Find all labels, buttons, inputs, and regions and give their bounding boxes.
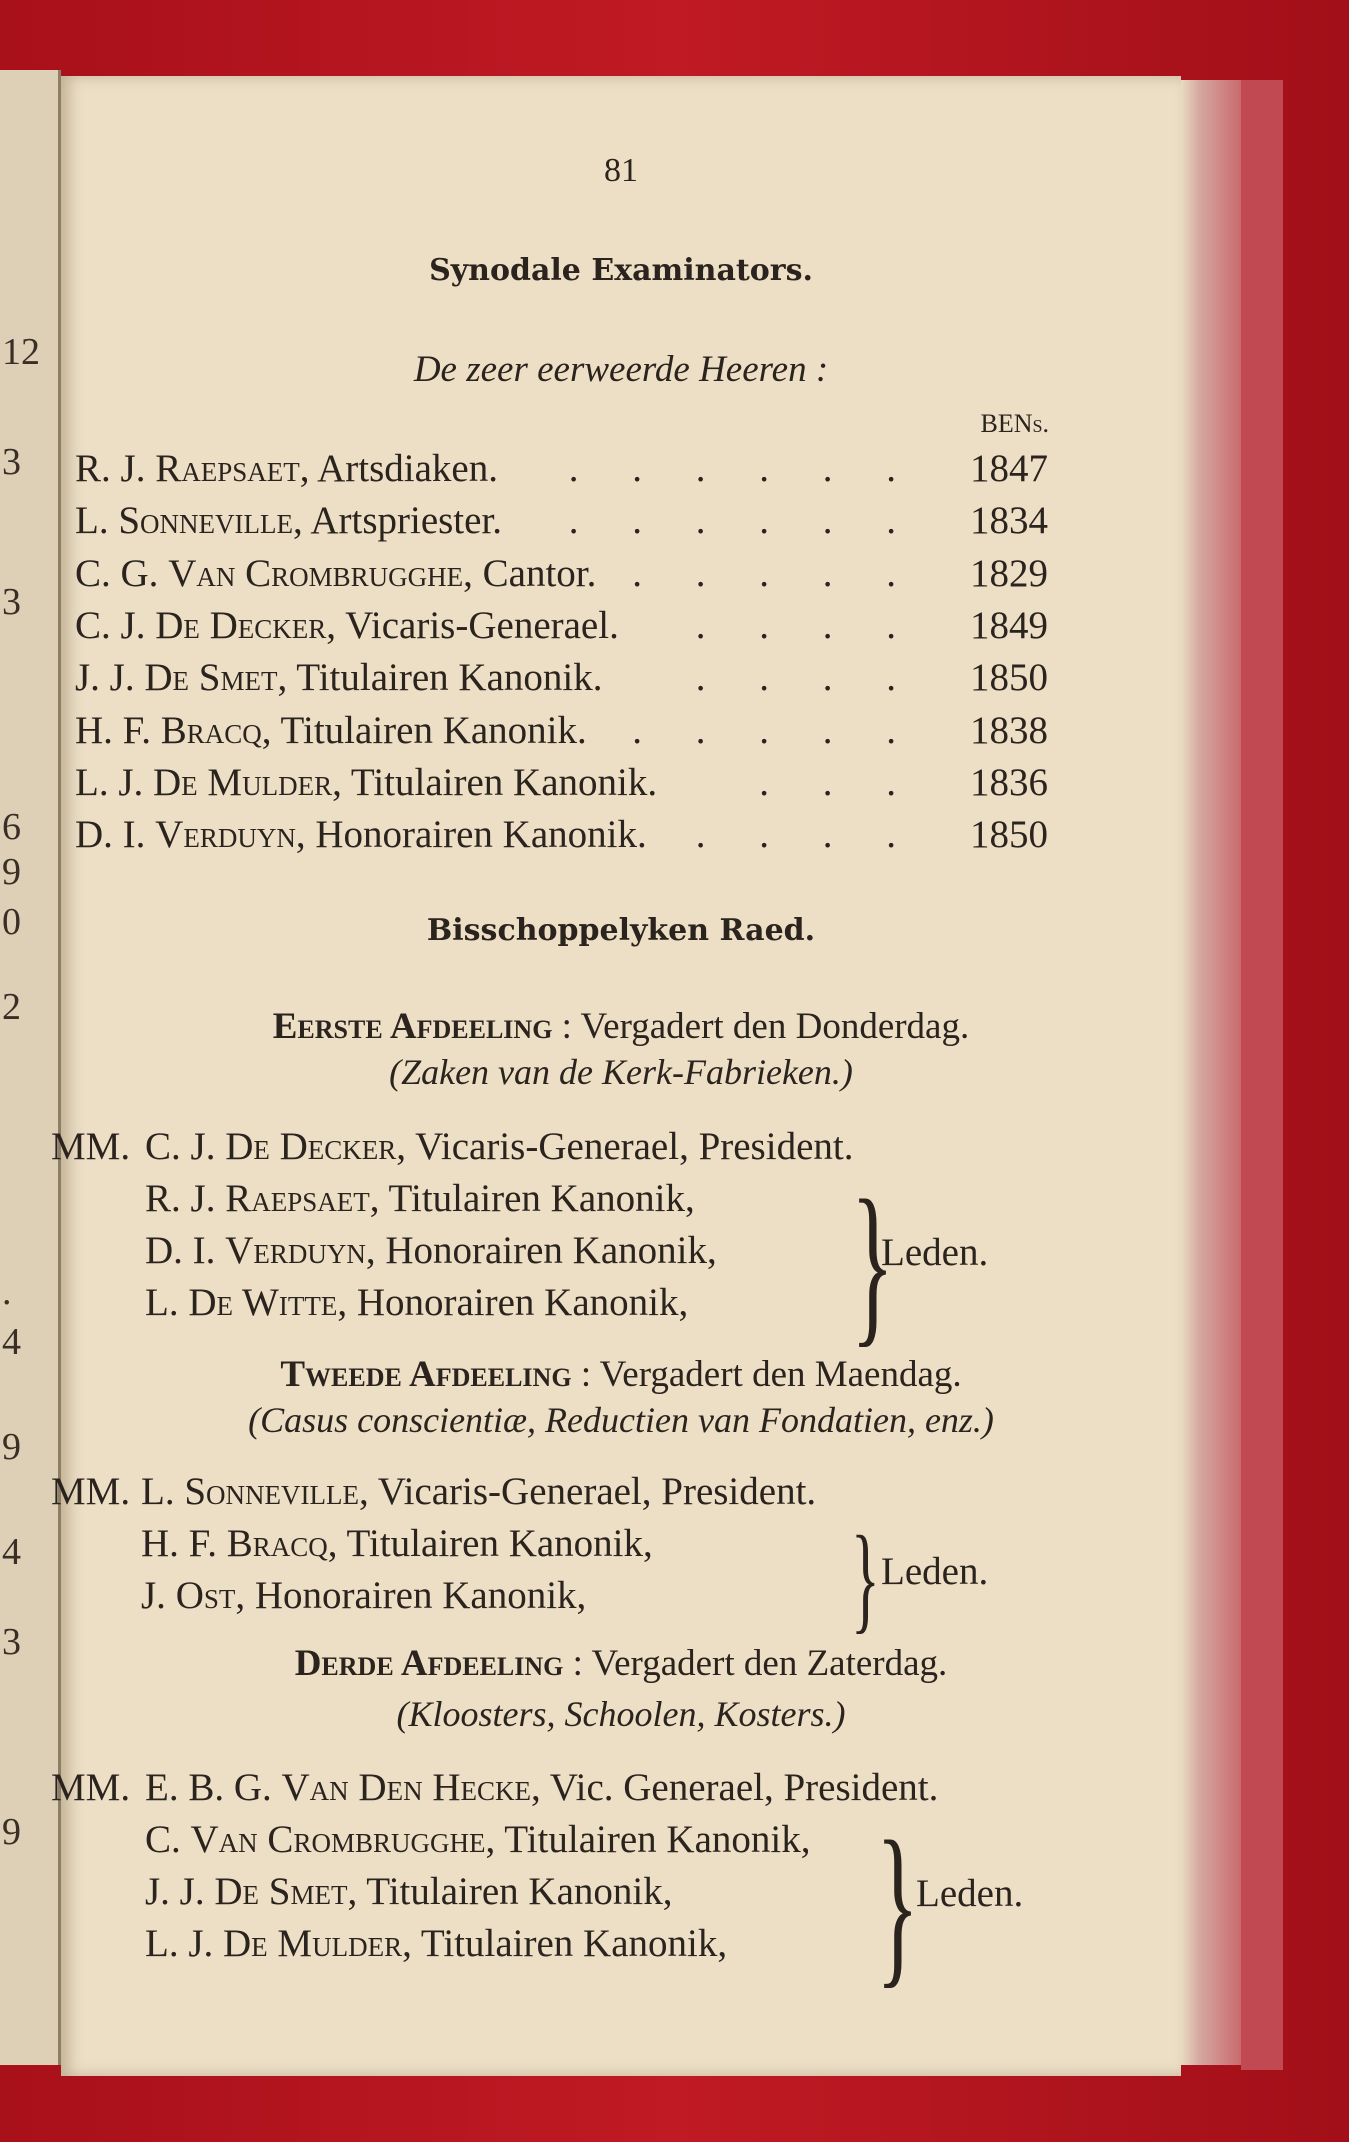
surname: Sonneville [184, 1470, 359, 1513]
examinator-name [75, 760, 657, 805]
member-line [145, 1179, 695, 1218]
mm-prefix: MM. [51, 1766, 131, 1809]
initials: D. I. [75, 813, 146, 857]
initials: L. J. [145, 1922, 214, 1965]
leader-dots: . . . . [695, 603, 918, 647]
initials: L. [145, 1281, 179, 1324]
left-page-fragment: . [2, 1271, 12, 1313]
year: 1834 [970, 499, 1048, 543]
afdeeling-schedule: : Vergadert den Zaterdag. [563, 1643, 948, 1684]
initials: J. [141, 1574, 166, 1617]
examinator-name [75, 498, 502, 543]
member-line [145, 1924, 727, 1963]
title: , Vic. Generael, President. [530, 1766, 939, 1809]
leader-dots: . . . . . . [568, 499, 918, 543]
curly-brace-icon: } [851, 1163, 895, 1362]
initials: C. G. [75, 551, 159, 595]
initials: L. [141, 1470, 175, 1513]
initials: R. J. [145, 1177, 216, 1220]
initials: J. J. [75, 656, 135, 700]
afdeeling-name: Eerste Afdeeling [272, 1006, 553, 1047]
leader-dots: . . . . [695, 656, 918, 700]
examinator-name [75, 655, 602, 700]
member-line [141, 1576, 586, 1615]
afdeeling-schedule: : Vergadert den Maendag. [571, 1354, 962, 1395]
surname: De Smet [214, 1870, 348, 1913]
title: , Titulairen Kanonik. [261, 708, 587, 752]
member-line [145, 1283, 688, 1322]
book-page [51, 76, 1181, 2076]
initials: D. I. [145, 1229, 216, 1272]
members-label: Leden. [881, 1550, 989, 1593]
title: , Vicaris-Generael, President. [358, 1470, 817, 1513]
title: , Artspriester. [292, 499, 503, 543]
title: , Titulairen Kanonik, [327, 1522, 653, 1565]
left-page-fragment: 12 [2, 331, 40, 373]
surname: Verduyn [225, 1229, 366, 1272]
president-line [145, 1768, 938, 1807]
surname: Bracq [226, 1522, 328, 1565]
curly-brace-icon: } [851, 1511, 880, 1644]
title: , Titulairen Kanonik, [347, 1870, 673, 1913]
leader-dots: . . . . . [632, 708, 918, 752]
afdeeling-title [61, 1008, 1181, 1045]
initials: L. J. [75, 760, 144, 804]
member-line [145, 1872, 672, 1911]
title: , Vicaris-Generael, President. [396, 1125, 854, 1168]
surname: De Witte [188, 1281, 338, 1324]
year: 1836 [970, 760, 1048, 804]
page-number: 81 [604, 152, 638, 189]
page-edges [1181, 80, 1241, 2065]
examinator-name [75, 708, 587, 753]
left-page-fragment: 9 [2, 1426, 21, 1468]
year: 1850 [970, 656, 1048, 700]
surname: Raepsaet [155, 447, 300, 490]
member-line [141, 1524, 653, 1563]
initials: L. [75, 499, 109, 543]
leader-dots: . . . . . . [568, 447, 918, 490]
title: , Titulairen Kanonik, [485, 1818, 811, 1861]
surname: Raepsaet [225, 1177, 370, 1220]
title: , Honorairen Kanonik, [235, 1574, 587, 1617]
member-line [145, 1820, 810, 1859]
mm-prefix: MM. [51, 1125, 131, 1168]
left-page-fragment: 4 [2, 1531, 21, 1573]
member-line [145, 1231, 717, 1270]
president-line [145, 1127, 853, 1166]
title: , Honorairen Kanonik, [365, 1229, 717, 1272]
examinator-name [75, 812, 647, 857]
initials: E. B. G. [145, 1766, 272, 1809]
surname: Bracq [160, 708, 262, 752]
afdeeling-schedule: : Vergadert den Donderdag. [552, 1006, 970, 1047]
afdeeling-subtitle: (Casus conscientiæ, Reductien van Fondatien, enz.) [248, 1400, 994, 1440]
surname: Van Crombrugghe [168, 551, 464, 595]
surname: Van Crombrugghe [190, 1818, 486, 1861]
afdeeling-subtitle: (Zaken van de Kerk-Fabrieken.) [389, 1052, 853, 1092]
left-page-fragment: 9 [2, 851, 21, 893]
initials: C. J. [145, 1125, 216, 1168]
title: , Titulairen Kanonik, [369, 1177, 695, 1220]
leader-dots: . . . [759, 760, 918, 804]
left-page-fragment: 3 [2, 581, 21, 623]
title: , Honorairen Kanonik. [295, 813, 647, 857]
afdeeling-title [61, 1645, 1181, 1682]
title: , Titulairen Kanonik. [332, 760, 658, 804]
left-page-fragment: 6 [2, 806, 21, 848]
title: , Artsdiaken. [299, 447, 498, 490]
leader-dots: . . . . . [632, 551, 918, 595]
initials: J. J. [145, 1870, 205, 1913]
surname: Ost [175, 1574, 236, 1617]
year: 1829 [970, 551, 1048, 595]
title: , Honorairen Kanonik, [337, 1281, 689, 1324]
mm-prefix: MM. [51, 1470, 131, 1513]
year: 1838 [970, 708, 1048, 752]
left-page-fragment: 2 [2, 986, 21, 1028]
initials: H. F. [141, 1522, 217, 1565]
initials: C. [145, 1818, 181, 1861]
surname: Verduyn [155, 813, 296, 857]
synodale-subheading: De zeer eerweerde Heeren : [413, 349, 829, 390]
year: 1847 [970, 447, 1048, 490]
examinator-name [75, 551, 596, 596]
initials: H. F. [75, 708, 151, 752]
president-line [141, 1472, 816, 1511]
afdeeling-title [61, 1356, 1181, 1393]
surname: De Smet [144, 656, 278, 700]
left-page-fragment: 3 [2, 1621, 21, 1663]
afdeeling-subtitle: (Kloosters, Schoolen, Kosters.) [396, 1694, 846, 1734]
surname: Van Den Hecke [281, 1766, 531, 1809]
left-page-fragment: 4 [2, 1321, 21, 1363]
surname: De Decker [155, 603, 327, 647]
surname: De Mulder [223, 1922, 403, 1965]
left-page-fragment: 3 [2, 441, 21, 483]
year: 1849 [970, 603, 1048, 647]
column-header: BENs. [980, 409, 1049, 438]
section-heading-raed: Bisschoppelyken Raed. [426, 913, 816, 948]
surname: De Decker [225, 1125, 397, 1168]
title: , Vicaris-Generael. [326, 603, 619, 647]
examinator-name [75, 603, 619, 648]
surname: Sonneville [118, 499, 293, 543]
members-label: Leden. [916, 1872, 1024, 1915]
initials: C. J. [75, 603, 146, 647]
left-page-fragment: 0 [2, 901, 21, 943]
afdeeling-name: Derde Afdeeling [294, 1643, 564, 1684]
section-heading-synodale: Synodale Examinators. [429, 253, 813, 288]
curly-brace-icon: } [876, 1804, 920, 2003]
examinator-name [75, 446, 498, 491]
title: , Titulairen Kanonik, [402, 1922, 728, 1965]
members-label: Leden. [881, 1231, 989, 1274]
title: , Titulairen Kanonik. [277, 656, 603, 700]
initials: R. J. [75, 447, 146, 490]
left-page-fragment: 9 [2, 1811, 21, 1853]
leader-dots: . . . . [695, 813, 918, 857]
title: , Cantor. [463, 551, 597, 595]
page-edges-red [1241, 80, 1283, 2070]
afdeeling-name: Tweede Afdeeling [280, 1354, 572, 1395]
surname: De Mulder [153, 760, 333, 804]
year: 1850 [970, 813, 1048, 857]
